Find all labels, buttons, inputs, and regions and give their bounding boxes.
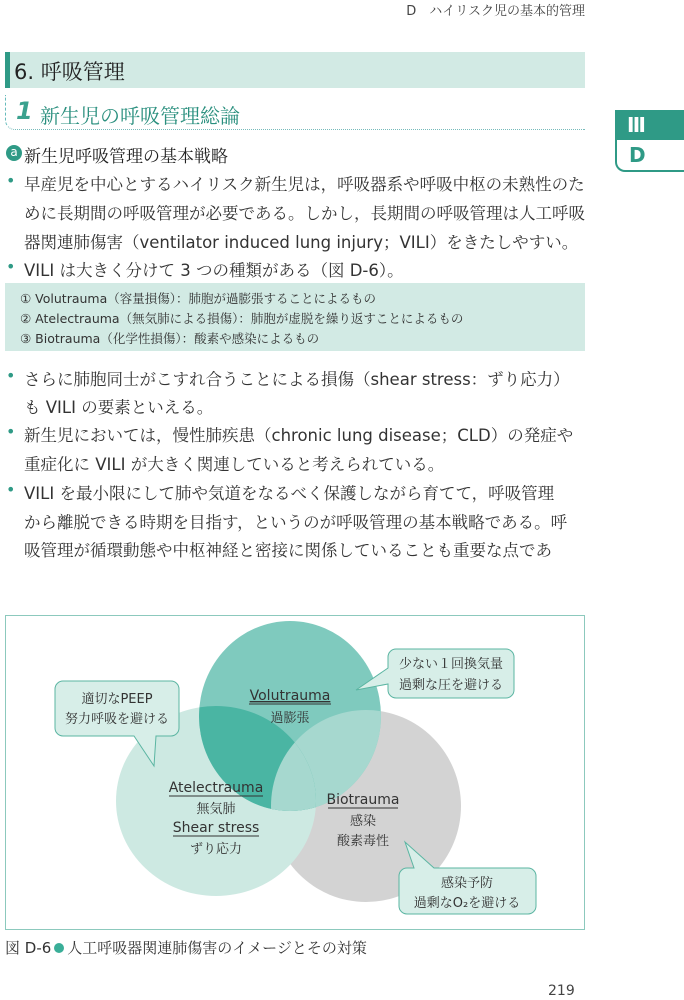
body-line: VILI は大きく分けて 3 つの種類がある（図 D-6）。 <box>24 261 404 280</box>
venn-diagram <box>6 616 586 931</box>
subsection-title: 新生児の呼吸管理総論 <box>40 104 240 128</box>
subheading-title: 新生児呼吸管理の基本戦略 <box>24 147 228 167</box>
vili-type: ② Atelectrauma（無気肺による損傷）：肺胞が虚脱を繰り返すことによるもの <box>20 311 464 326</box>
callout-top-right-line1: 少ない１回換気量 <box>398 657 504 672</box>
bullet: • <box>6 366 16 385</box>
atelectrauma-label: Atelectrauma <box>168 780 264 796</box>
biotrauma-desc2: 酸素毒性 <box>336 834 390 849</box>
body-line: 器関連肺傷害（ventilator induced lung injury；VILI）をきたしやすい。 <box>24 233 579 252</box>
side-tab-chapter[interactable]: D <box>615 140 684 172</box>
shear-stress-desc: ずり応力 <box>189 842 243 857</box>
page-number: 219 <box>548 983 575 999</box>
vili-types-box <box>5 283 585 351</box>
callout-bottom-right-line2: 過剰なO₂を避ける <box>413 896 521 911</box>
bullet: • <box>6 480 16 499</box>
bullet: • <box>6 171 16 190</box>
volutrauma-label: Volutrauma <box>249 688 331 704</box>
section-title: 6. 呼吸管理 <box>14 60 125 84</box>
callout-top-right <box>356 649 514 698</box>
body-line: VILI を最小限にして肺や気道をなるべく保護しながら育てて，呼吸管理 <box>24 484 555 503</box>
body-line: 吸管理が循環動態や中枢神経と密接に関係していることも重要な点であ <box>24 541 552 560</box>
figure-d6 <box>5 615 585 930</box>
side-tab-part[interactable]: Ⅲ <box>615 110 684 140</box>
callout-left-line1: 適切なPEEP <box>81 692 153 707</box>
caption-number: 図 D-6 <box>5 939 52 957</box>
subheading-badge: a <box>6 145 22 161</box>
bullet: • <box>6 257 16 276</box>
body-line: さらに肺胞同士がこすれ合うことによる損傷（shear stress：ずり応力） <box>24 370 570 389</box>
figure-caption <box>5 937 367 958</box>
atelectrauma-desc: 無気肺 <box>196 802 236 817</box>
subsection-number: 1 <box>16 97 33 125</box>
body-line: も VILI の要素といえる。 <box>24 398 214 417</box>
vili-type: ③ Biotrauma（化学性損傷）：酸素や感染によるもの <box>20 331 320 346</box>
body-line: 早産児を中心とするハイリスク新生児は，呼吸器系や呼吸中枢の未熟性のた <box>24 175 585 194</box>
body-line: 新生児においては，慢性肺疾患（chronic lung disease；CLD）の発症や <box>24 426 574 445</box>
caption-text: 人工呼吸器関連肺傷害のイメージとその対策 <box>67 939 367 957</box>
bullet: • <box>6 422 16 441</box>
caption-dot-icon <box>54 943 64 953</box>
volutrauma-desc: 過膨張 <box>270 711 310 726</box>
callout-bottom-right-line1: 感染予防 <box>440 876 494 891</box>
body-line: から離脱できる時期を目指す，というのが呼吸管理の基本戦略である。呼 <box>24 513 568 532</box>
callout-top-right-line2: 過剰な圧を避ける <box>398 678 504 693</box>
biotrauma-desc1: 感染 <box>349 814 377 829</box>
running-head: D ハイリスク児の基本的管理 <box>406 4 585 19</box>
callout-left-line2: 努力呼吸を避ける <box>64 712 170 727</box>
biotrauma-label: Biotrauma <box>326 792 400 808</box>
vili-type: ① Volutrauma（容量損傷）：肺胞が過膨張することによるもの <box>20 291 377 306</box>
body-line: めに長期間の呼吸管理が必要である。しかし，長期間の呼吸管理は人工呼吸 <box>24 204 585 223</box>
shear-stress-label: Shear stress <box>172 820 260 836</box>
body-line: 重症化に VILI が大きく関連していると考えられている。 <box>24 455 445 474</box>
